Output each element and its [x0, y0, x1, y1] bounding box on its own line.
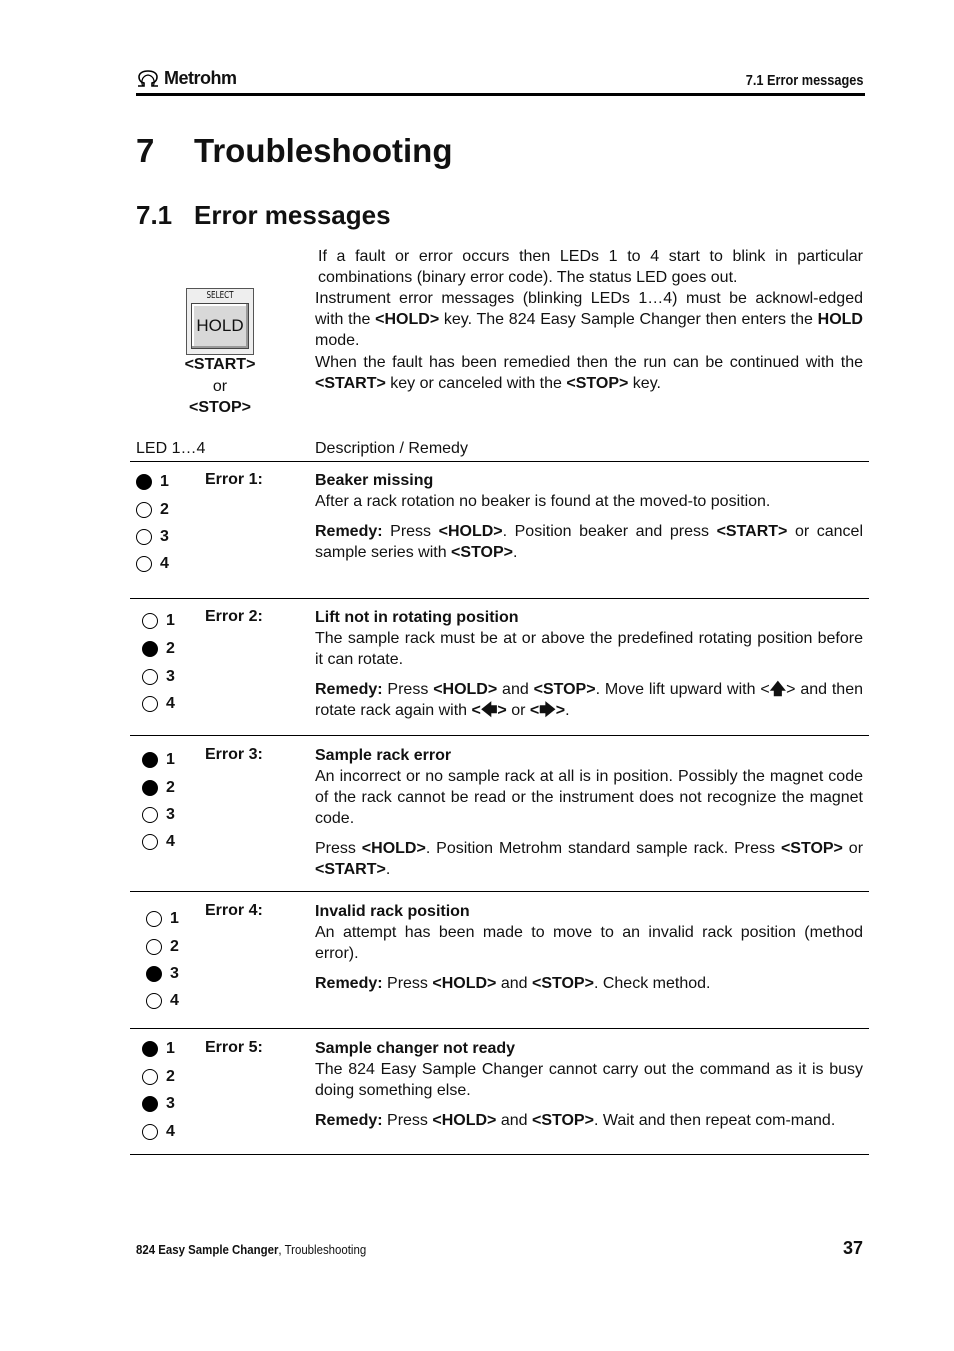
error-1-desc: After a rack rotation no beaker is found at the moved-to position. — [315, 493, 771, 510]
arrow-left-icon: <🡄> — [471, 702, 507, 719]
error-5-title: Sample changer not ready — [315, 1040, 516, 1057]
error-5-body — [315, 1038, 863, 1131]
error-divider — [130, 1028, 869, 1029]
section-number: 7.1 — [136, 200, 173, 230]
header-section-title: 7.1 Error messages — [745, 72, 863, 89]
led-on-icon — [142, 641, 158, 657]
error-divider — [130, 891, 869, 892]
footer-text: 824 Easy Sample Changer, Troubleshooting — [136, 1242, 367, 1257]
or-label: or — [212, 377, 228, 395]
error-2-label: Error 2: — [205, 608, 263, 625]
intro-paragraph-2: Instrument error messages (blinking LEDs 1…4) must be acknowl-edged with the <HOLD> key. The 824 Easy Sample Changer then enters the HOLD mode. — [315, 290, 863, 349]
led-on-icon — [142, 780, 158, 796]
select-label: SELECT — [206, 290, 234, 301]
led-off-icon — [142, 696, 158, 712]
arrow-up-icon: 🡅 — [769, 681, 787, 698]
page-number: 37 — [842, 1238, 863, 1258]
error-3-desc: An incorrect or no sample rack at all is in position. Possibly the magnet code of the rack cannot be read or the instrument does not recognize the magnet code. — [315, 768, 863, 827]
error-2-body — [315, 607, 863, 721]
section-title-text: Error messages — [194, 200, 391, 230]
led-off-icon — [136, 529, 152, 545]
error-3-title: Sample rack error — [315, 747, 452, 764]
hold-key-illustration — [186, 288, 254, 355]
table-rule — [130, 461, 869, 462]
led-off-icon — [142, 1069, 158, 1085]
error-4-remedy: Remedy: Press <HOLD> and <STOP>. Check method. — [315, 975, 711, 992]
header-rule — [136, 93, 865, 96]
arrow-right-icon: <🡆> — [529, 702, 566, 719]
led-off-icon — [142, 1124, 158, 1140]
start-key-label: <START> — [184, 356, 256, 373]
led-off-icon — [142, 669, 158, 685]
error-1-body — [315, 470, 863, 563]
error-5-remedy: Remedy: Press <HOLD> and <STOP>. Wait and then repeat com-mand. — [315, 1112, 836, 1129]
error-4-title: Invalid rack position — [315, 903, 470, 920]
error-4-body — [315, 901, 863, 994]
error-3-body — [315, 745, 863, 880]
key-labels — [170, 354, 270, 419]
error-2-title: Lift not in rotating position — [315, 609, 519, 626]
led-off-icon — [136, 556, 152, 572]
error-1-remedy: Remedy: Press <HOLD>. Position beaker and press <START> or cancel sample series with <STOP>. — [315, 523, 863, 561]
led-on-icon — [136, 474, 152, 490]
error-1-label: Error 1: — [205, 471, 263, 488]
led-on-icon — [142, 1096, 158, 1112]
led-off-icon — [142, 613, 158, 629]
led-off-icon — [146, 911, 162, 927]
chapter-title-text: Troubleshooting — [194, 132, 453, 169]
error-3-label: Error 3: — [205, 746, 263, 763]
led-on-icon — [142, 1041, 158, 1057]
led-on-icon — [146, 966, 162, 982]
col-head-desc: Description / Remedy — [315, 440, 468, 457]
error-1-title: Beaker missing — [315, 472, 434, 489]
brand-name: Metrohm — [164, 68, 237, 88]
table-bottom-rule — [130, 1154, 869, 1155]
error-2-remedy: Remedy: Press <HOLD> and <STOP>. Move lift upward with <🡅> and then rotate rack again with <🡄> or <🡆>. — [315, 681, 864, 719]
error-5-desc: The 824 Easy Sample Changer cannot carry out the command as it is busy doing something else. — [315, 1061, 863, 1099]
error-divider — [130, 735, 869, 736]
omega-logo-icon — [136, 70, 160, 88]
hold-key-cap: HOLD — [191, 303, 249, 349]
error-4-label: Error 4: — [205, 902, 263, 919]
stop-key-label: <STOP> — [189, 399, 251, 416]
brand-logo — [136, 68, 237, 89]
chapter-number: 7 — [136, 132, 155, 169]
error-divider — [130, 598, 869, 599]
intro-paragraph-1: If a fault or error occurs then LEDs 1 to 4 start to blink in particular combinations (binary error code). The status LED goes out. — [318, 248, 863, 286]
led-on-icon — [142, 752, 158, 768]
led-off-icon — [136, 502, 152, 518]
error-2-desc: The sample rack must be at or above the predefined rotating position before it can rotate. — [315, 630, 863, 668]
error-3-remedy: Press <HOLD>. Position Metrohm standard sample rack. Press <STOP> or <START>. — [315, 840, 864, 878]
col-head-led: LED 1…4 — [136, 440, 206, 457]
section-title — [136, 200, 391, 231]
error-5-label: Error 5: — [205, 1039, 263, 1056]
chapter-title — [136, 132, 452, 170]
intro-paragraph-3: When the fault has been remedied then the run can be continued with the <START> key or canceled with the <STOP> key. — [315, 354, 863, 392]
error-4-desc: An attempt has been made to move to an invalid rack position (method error). — [315, 924, 863, 962]
led-off-icon — [142, 834, 158, 850]
led-off-icon — [146, 939, 162, 955]
led-off-icon — [146, 993, 162, 1009]
led-off-icon — [142, 807, 158, 823]
